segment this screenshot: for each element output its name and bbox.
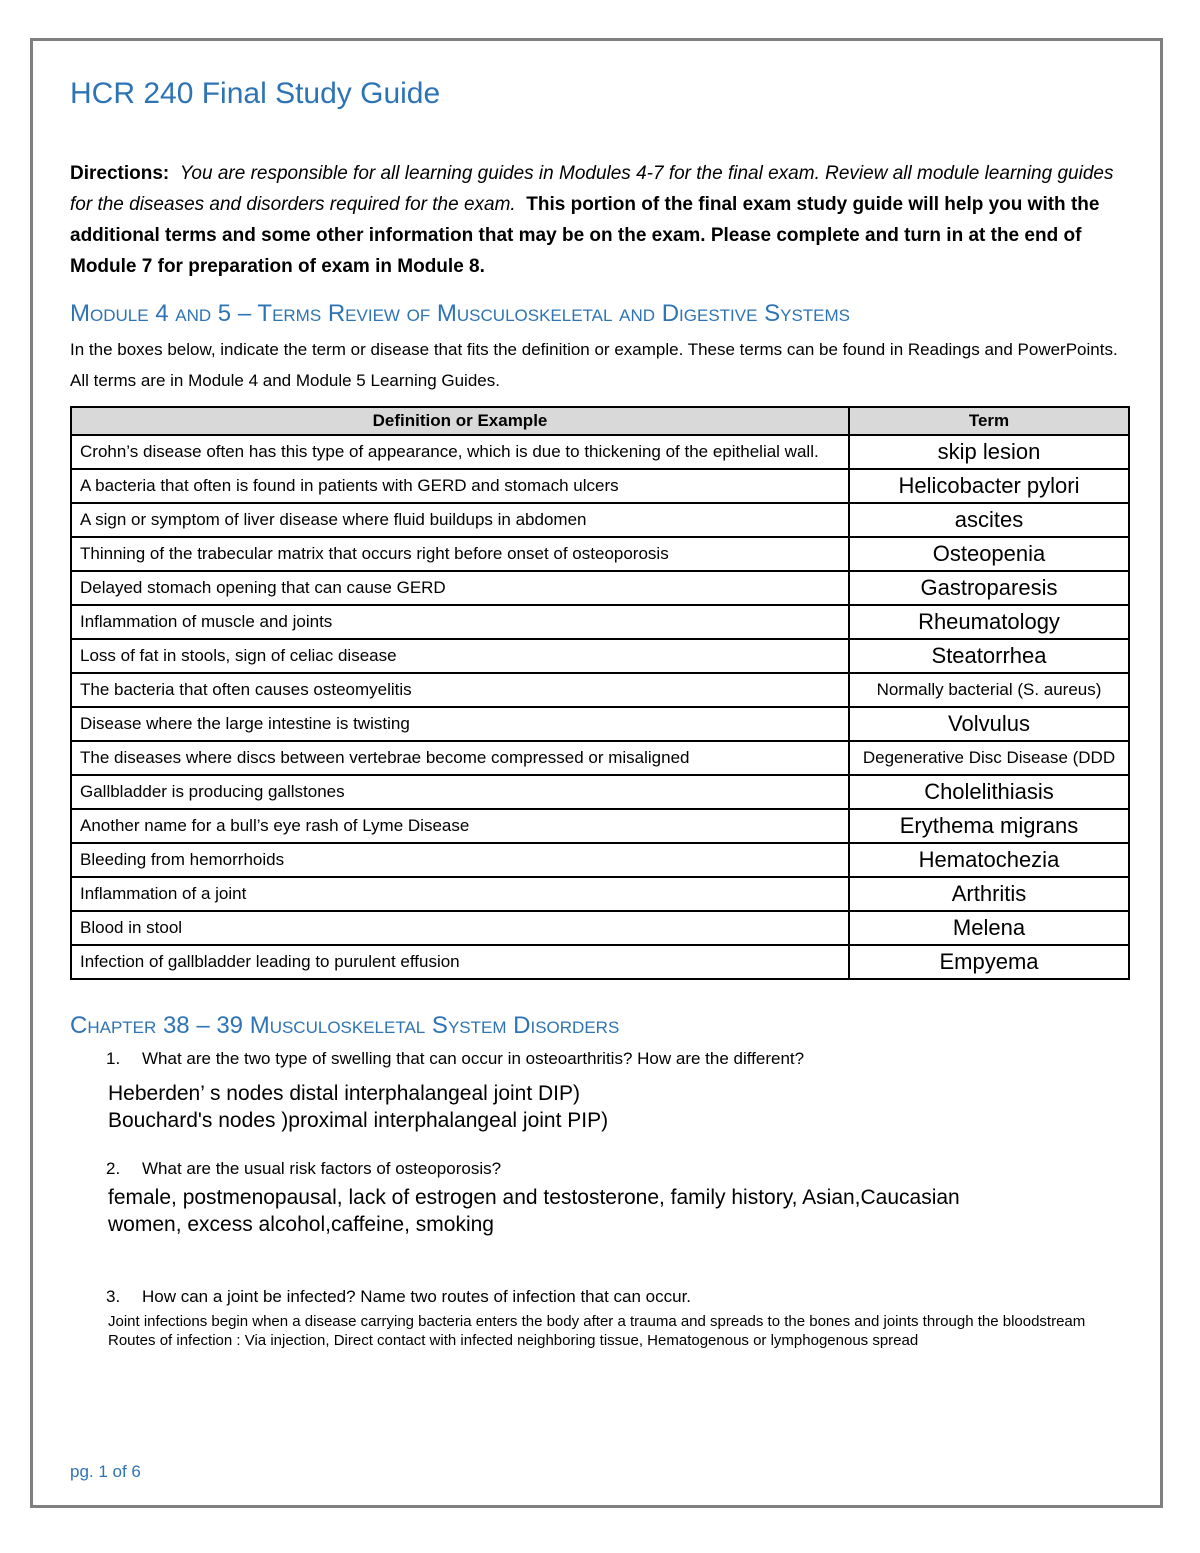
question-number: 2.: [106, 1159, 121, 1178]
answer-3-line-1: Joint infections begin when a disease carrying bacteria enters the body after a trauma and spreads to the bones and joints through the bloodstream: [108, 1313, 1086, 1330]
page-number: pg. 1 of 6: [70, 1462, 141, 1481]
term-cell: skip lesion: [849, 435, 1129, 469]
directions-paragraph: [70, 158, 1130, 282]
term-cell: Hematochezia: [849, 843, 1129, 877]
question-number: 1.: [106, 1049, 121, 1068]
document-title: HCR 240 Final Study Guide: [70, 77, 441, 110]
definition-cell: Bleeding from hemorrhoids: [71, 843, 849, 877]
definition-cell: Inflammation of muscle and joints: [71, 605, 849, 639]
term-cell: Volvulus: [849, 707, 1129, 741]
answer-2-line-1: female, postmenopausal, lack of estrogen and testosterone, family history, Asian,Caucasian: [108, 1186, 960, 1209]
question-3: [106, 1284, 1130, 1310]
definition-cell: A bacteria that often is found in patients with GERD and stomach ulcers: [71, 469, 849, 503]
definition-cell: The bacteria that often causes osteomyelitis: [71, 673, 849, 707]
answer-1-line-1: Heberden’ s nodes distal interphalangeal joint DIP): [108, 1082, 581, 1105]
table-row: [71, 877, 1129, 911]
term-cell: Normally bacterial (S. aureus): [849, 673, 1129, 707]
terms-table: [70, 406, 1130, 980]
section-heading-module-4-5: Module 4 and 5 – Terms Review of Musculoskeletal and Digestive Systems: [70, 300, 851, 327]
table-row: [71, 435, 1129, 469]
definition-cell: A sign or symptom of liver disease where fluid buildups in abdomen: [71, 503, 849, 537]
table-row: [71, 945, 1129, 979]
question-text: How can a joint be infected? Name two routes of infection that can occur.: [142, 1287, 692, 1306]
table-row: [71, 537, 1129, 571]
table-row: [71, 775, 1129, 809]
question-number: 3.: [106, 1287, 121, 1306]
term-cell: Helicobacter pylori: [849, 469, 1129, 503]
term-cell: Rheumatology: [849, 605, 1129, 639]
column-header-term: Term: [849, 407, 1129, 435]
question-2: [106, 1156, 1130, 1182]
answer-3-line-2: Routes of infection : Via injection, Direct contact with infected neighboring tissue, Hematogenous or lymphogenous spread: [108, 1332, 919, 1349]
term-cell: Melena: [849, 911, 1129, 945]
term-cell: Degenerative Disc Disease (DDD: [849, 741, 1129, 775]
section-intro: In the boxes below, indicate the term or disease that fits the definition or example. These terms can be found in Readings and PowerPoints. All terms are in Module 4 and Module 5 Learning Guides.: [70, 340, 1118, 390]
table-row: [71, 911, 1129, 945]
table-row: [71, 469, 1129, 503]
term-cell: Empyema: [849, 945, 1129, 979]
definition-cell: Loss of fat in stools, sign of celiac disease: [71, 639, 849, 673]
column-header-definition: Definition or Example: [71, 407, 849, 435]
definition-cell: The diseases where discs between vertebrae become compressed or misaligned: [71, 741, 849, 775]
section-heading-chapter-38-39: Chapter 38 – 39 Musculoskeletal System Disorders: [70, 1012, 620, 1039]
directions-bold-text: This portion of the final exam study guide will help you with the additional terms and some other information that may be on the exam. Please complete and turn in at the end of Module 7 for preparation of exam in Module 8.: [70, 194, 1100, 277]
definition-cell: Blood in stool: [71, 911, 849, 945]
directions-italic-text: You are responsible for all learning guides in Modules 4-7 for the final exam. Review all module learning guides for the diseases and disorders required for the exam.: [70, 163, 1114, 215]
definition-cell: Inflammation of a joint: [71, 877, 849, 911]
table-row: [71, 809, 1129, 843]
question-text: What are the two type of swelling that can occur in osteoarthritis? How are the different?: [142, 1049, 805, 1068]
question-text: What are the usual risk factors of osteoporosis?: [142, 1159, 502, 1178]
table-row: [71, 707, 1129, 741]
term-cell: ascites: [849, 503, 1129, 537]
table-row: [71, 639, 1129, 673]
term-cell: Erythema migrans: [849, 809, 1129, 843]
definition-cell: Crohn’s disease often has this type of appearance, which is due to thickening of the epithelial wall.: [71, 435, 849, 469]
term-cell: Osteopenia: [849, 537, 1129, 571]
term-cell: Arthritis: [849, 877, 1129, 911]
term-cell: Gastroparesis: [849, 571, 1129, 605]
document-body: [70, 74, 1130, 1350]
definition-cell: Thinning of the trabecular matrix that occurs right before onset of osteoporosis: [71, 537, 849, 571]
definition-cell: Gallbladder is producing gallstones: [71, 775, 849, 809]
term-cell: Steatorrhea: [849, 639, 1129, 673]
table-row: [71, 503, 1129, 537]
definition-cell: Another name for a bull’s eye rash of Lyme Disease: [71, 809, 849, 843]
definition-cell: Infection of gallbladder leading to purulent effusion: [71, 945, 849, 979]
question-1: [106, 1046, 1130, 1072]
directions-label: Directions:: [70, 163, 170, 184]
answer-1-line-2: Bouchard's nodes )proximal interphalangeal joint PIP): [108, 1109, 609, 1132]
table-row: [71, 605, 1129, 639]
definition-cell: Disease where the large intestine is twisting: [71, 707, 849, 741]
definition-cell: Delayed stomach opening that can cause GERD: [71, 571, 849, 605]
table-row: [71, 571, 1129, 605]
table-row: [71, 843, 1129, 877]
table-row: [71, 741, 1129, 775]
answer-2-line-2: women, excess alcohol,caffeine, smoking: [108, 1213, 494, 1236]
term-cell: Cholelithiasis: [849, 775, 1129, 809]
table-row: [71, 673, 1129, 707]
